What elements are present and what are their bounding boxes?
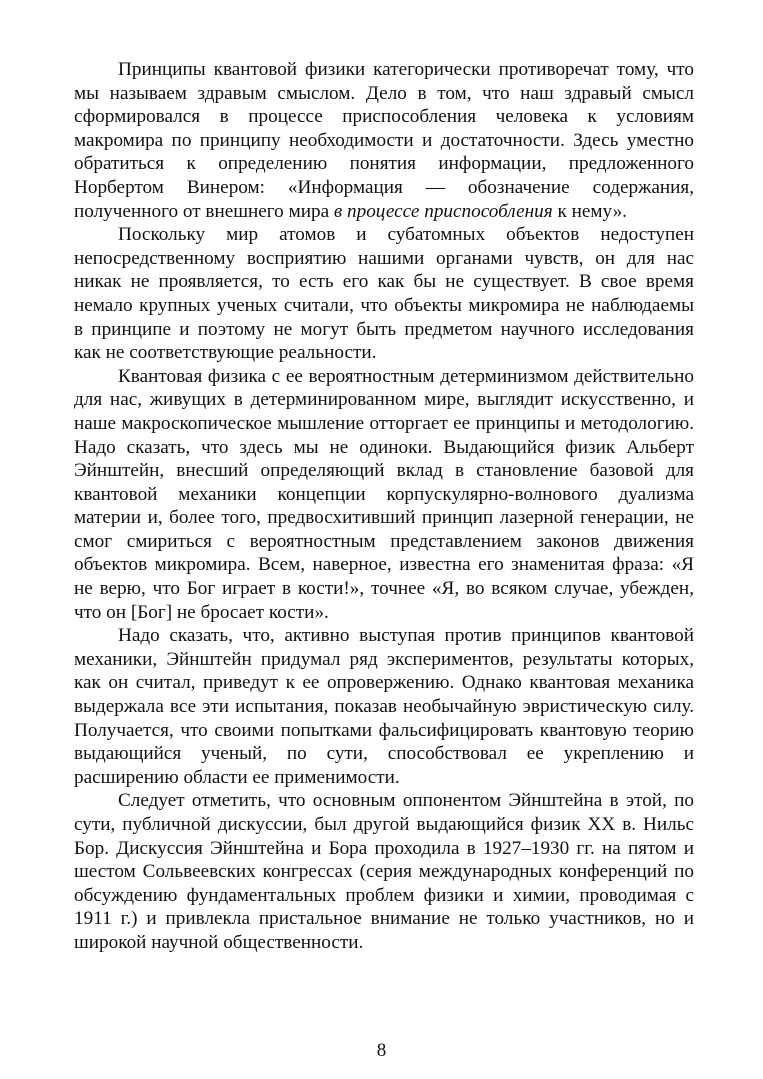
page-number: 8: [376, 1040, 387, 1061]
paragraph-1-emphasis: в процессе приспособления: [333, 200, 553, 222]
paragraph-4: Надо сказать, что, активно выступая против принципов квантовой механики, Эйнштейн придумал ряд экспериментов, результаты которых, как он считал, приведут к ее опровержению. Однако квантовая механика выдержала все эти испытания, показав необычайную эвристическую силу. Получается, что своими попытками фальсифицировать квантовую теорию выдающийся ученый, по сути, способствовал ее укреплению и расширению области ее применимости.: [74, 625, 694, 788]
paragraph-5: Следует отметить, что основным оппонентом Эйнштейна в этой, по сути, публичной дискуссии, был другой выдающийся физик XX в. Нильс Бор. Дискуссия Эйнштейна и Бора проходила в 1927–1930 гг. на пятом и шестом Сольвеевских конгрессах (серия международных конференций по обсуждению фундаментальных проблем физики и химии, проводимая с 1911 г.) и привлекла пристальное внимание не только участников, но и широкой научной общественности.: [74, 790, 694, 953]
paragraph-1: [74, 58, 694, 223]
paragraph-2: Поскольку мир атомов и субатомных объектов недоступен непосредственному восприятию нашими органами чувств, он для нас никак не проявляется, то есть его как бы не существует. В свое время немало крупных ученых считали, что объекты микромира не наблюдаемы в принципе и поэтому не могут быть предметом научного исследования как не соответствующие реальности.: [74, 224, 694, 364]
paragraph-1-text: Принципы квантовой физики категорически противоречат тому, что мы называем здравым смыслом. Дело в том, что наш здравый смысл сформировался в процессе приспособления человека к условиям макромира по принципу необходимости и достаточности. Здесь уместно обратиться к определению понятия информации, предложенного Норбертом Винером: «Информация — обозначение содержания, полученного от внешнего мира: [74, 59, 694, 222]
paragraph-3: Квантовая физика с ее вероятностным детерминизмом действительно для нас, живущих в детерминированном мире, выглядит искусственно, и наше макроскопическое мышление отторгает ее принципы и методологию. Надо сказать, что здесь мы не одиноки. Выдающийся физик Альберт Эйнштейн, внесший определяющий вклад в становление базовой для квантовой механики концепции корпускулярно-волнового дуализма материи и, более того, предвосхитивший принцип лазерной генерации, не смог смириться с вероятностным представлением законов движения объектов микромира. Всем, наверное, известна его знаменитая фраза: «Я не верю, что Бог играет в кости!», точнее «Я, во всяком случае, убежден, что он [Бог] не бросает кости».: [74, 365, 694, 623]
paragraph-1-text-end: к нему».: [552, 200, 627, 222]
page-body: [74, 58, 694, 1078]
